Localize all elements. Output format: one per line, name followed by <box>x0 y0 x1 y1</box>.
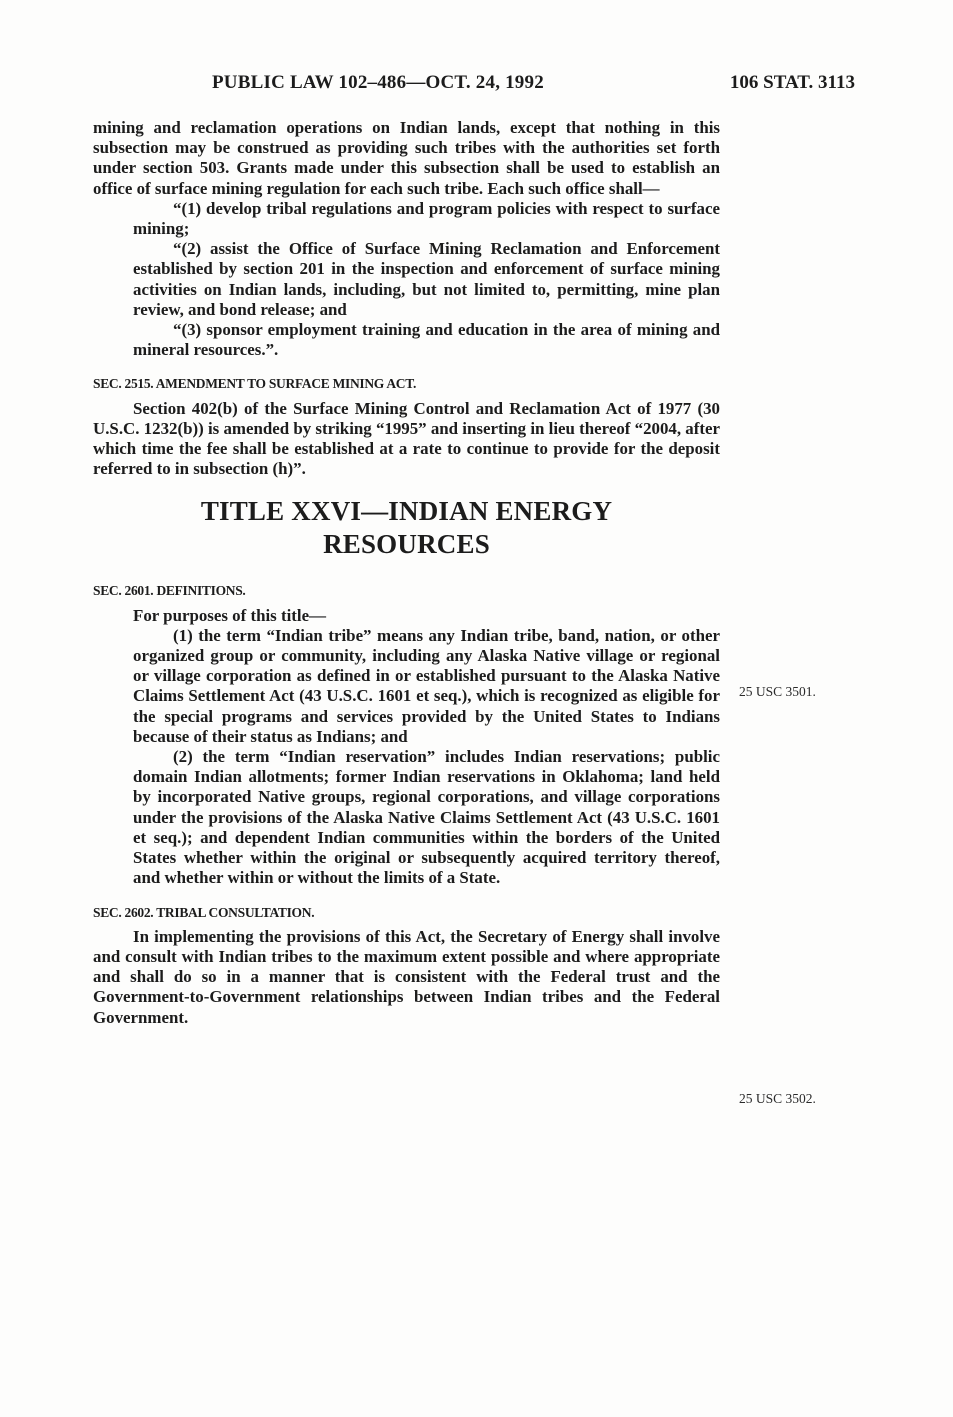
title-line-2: RESOURCES <box>323 529 490 560</box>
body-text <box>93 118 720 1028</box>
definition-item-1: (1) the term “Indian tribe” means any Indian tribe, band, nation, or other organized group or community, including any Alaska Native village or regional or village corporation as defined in or established pursuant to the Alaska Native Claims Settlement Act (43 U.S.C. 1601 et seq.), which is recognized as eligible for the special programs and services provided by the United States to Indians because of their status as Indians; and <box>133 625 720 746</box>
title-xxvi-heading <box>93 495 720 561</box>
list-item-1: “(1) develop tribal regulations and program policies with respect to surface mining; <box>133 198 720 239</box>
section-2515-text: Section 402(b) of the Surface Mining Control and Reclamation Act of 1977 (30 U.S.C. 1232(b)) is amended by striking “1995” and inserting in lieu thereof “2004, after which time the fee shall be established at a rate to continue to provide for the deposit referred to in subsection (h)”. <box>93 398 720 479</box>
margin-note-3502: 25 USC 3502. <box>739 1091 816 1106</box>
section-2602-heading: SEC. 2602. TRIBAL CONSULTATION. <box>93 904 315 920</box>
title-line-1: TITLE XXVI—INDIAN ENERGY <box>200 496 613 527</box>
list-item-3: “(3) sponsor employment training and education in the area of mining and mineral resources.”. <box>133 320 720 360</box>
statute-page-number: 106 STAT. 3113 <box>729 72 855 93</box>
margin-note-3501: 25 USC 3501. <box>739 684 816 699</box>
section-2602-text: In implementing the provisions of this Act, the Secretary of Energy shall involve and consult with Indian tribes to the maximum extent possible and where appropriate and shall do so in a manner that is consistent with the Federal trust and the Government-to-Government relationships between Indian tribes and the Federal Government. <box>93 926 720 1027</box>
intro-paragraph: mining and reclamation operations on Indian lands, except that nothing in this subsection may be construed as providing such tribes with the authorities set forth under section 503. Grants made under this subsection shall be used to establish an office of surface mining regulation for each such tribe. Each such office shall— <box>93 118 720 198</box>
definition-item-2: (2) the term “Indian reservation” includes Indian reservations; public domain Indian allotments; former Indian reservations in Oklahoma; land held by incorporated Native groups, regional corporations, and village corporations under the provisions of the Alaska Native Claims Settlement Act (43 U.S.C. 1601 et seq.); and dependent Indian communities within the borders of the United States whether within the original or subsequently acquired territory thereof, and whether within or without the limits of a State. <box>133 747 720 888</box>
section-2601-lead: For purposes of this title— <box>133 605 326 625</box>
section-2515-heading: SEC. 2515. AMENDMENT TO SURFACE MINING ACT. <box>93 376 417 392</box>
section-2601-heading: SEC. 2601. DEFINITIONS. <box>93 583 246 599</box>
running-head <box>0 72 953 96</box>
list-item-2: “(2) assist the Office of Surface Mining Reclamation and Enforcement established by section 201 in the inspection and enforcement of surface mining activities on Indian lands, including, but not limited to, permitting, mine plan review, and bond release; and <box>133 239 720 319</box>
running-head-title: PUBLIC LAW 102–486—OCT. 24, 1992 <box>212 72 544 93</box>
